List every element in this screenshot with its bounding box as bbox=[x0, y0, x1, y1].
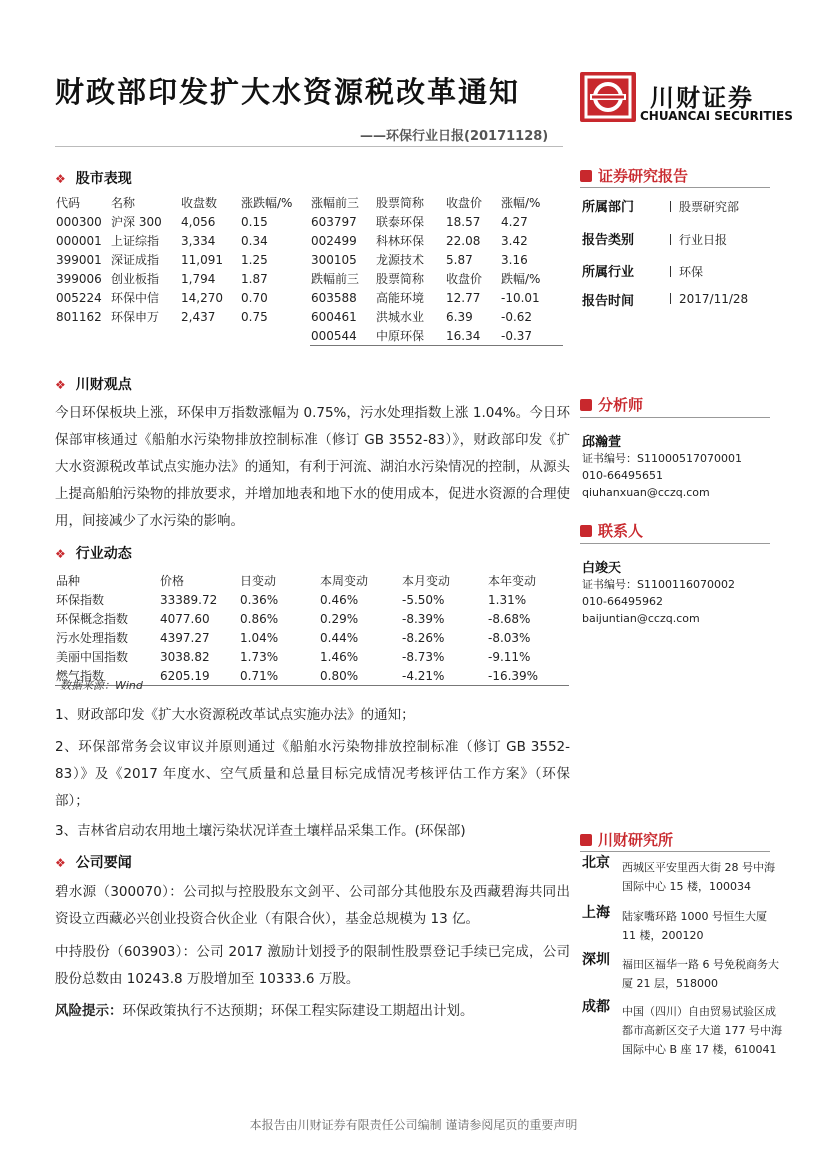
risk-label: 风险提示： bbox=[55, 1003, 123, 1019]
cell: 洪城水业 bbox=[376, 310, 425, 324]
cell: 399006 bbox=[56, 271, 102, 286]
cell: 1.31% bbox=[488, 592, 527, 607]
cell: -16.39% bbox=[488, 668, 539, 683]
cell: 联泰环保 bbox=[376, 215, 425, 229]
cell: 22.08 bbox=[446, 233, 481, 248]
cell: 0.36% bbox=[240, 592, 279, 607]
cell: -4.21% bbox=[402, 668, 445, 683]
cell: -0.37 bbox=[500, 326, 563, 346]
cell: 环保申万 bbox=[111, 310, 160, 324]
col-stock-name: 股票简称 bbox=[376, 196, 425, 210]
table-row bbox=[55, 307, 563, 326]
col-top-gain: 涨幅前三 bbox=[311, 196, 360, 210]
col-month-change: 本月变动 bbox=[402, 574, 451, 588]
cell: 0.46% bbox=[320, 592, 359, 607]
cell: 0.44% bbox=[320, 630, 359, 645]
office-city: 深圳 bbox=[582, 952, 610, 968]
cell: 0.71% bbox=[240, 668, 279, 683]
diamond-icon: ❖ bbox=[55, 172, 66, 186]
cell: 1,794 bbox=[181, 271, 216, 286]
cell: 1.25 bbox=[241, 252, 268, 267]
cell: 14,270 bbox=[181, 290, 223, 305]
footer-disclaimer: 本报告由川财证券有限责任公司编制 谨请参阅尾页的重要声明 bbox=[249, 1118, 578, 1132]
data-source: 数据来源：Wind bbox=[60, 679, 143, 692]
office-city: 北京 bbox=[582, 855, 610, 871]
cell: -10.01 bbox=[501, 290, 540, 305]
cell: 3.42 bbox=[501, 233, 528, 248]
cell: 603588 bbox=[311, 290, 357, 305]
analyst-phone: 010-66495651 bbox=[582, 469, 663, 482]
cell: 6205.19 bbox=[160, 668, 210, 683]
cell: -8.39% bbox=[402, 611, 445, 626]
table-row bbox=[55, 231, 563, 250]
office-address: 福田区福华一路 6 号免税商务大厦 21 层，518000 bbox=[622, 958, 779, 990]
cell: 0.15 bbox=[241, 214, 268, 229]
col-gain-pct: 涨幅/% bbox=[501, 196, 541, 210]
cell: -0.62 bbox=[501, 309, 533, 324]
square-icon bbox=[580, 399, 592, 411]
info-label: 所属部门 bbox=[582, 200, 635, 215]
cell: 1.73% bbox=[240, 649, 279, 664]
cell: 1.46% bbox=[320, 649, 359, 664]
table-row bbox=[55, 647, 569, 666]
diamond-icon: ❖ bbox=[55, 378, 66, 392]
sidebar-divider bbox=[580, 543, 770, 544]
cell: 深证成指 bbox=[111, 253, 160, 267]
cell: 创业板指 bbox=[111, 272, 160, 286]
col-code: 代码 bbox=[56, 196, 81, 210]
cell: 0.70 bbox=[241, 290, 268, 305]
table-row bbox=[55, 590, 569, 609]
cell: 11,091 bbox=[181, 252, 223, 267]
contact-email: baijuntian@cczq.com bbox=[582, 612, 700, 625]
cell: 高能环境 bbox=[376, 291, 425, 305]
office-address: 中国（四川）自由贸易试验区成都市高新区交子大道 177 号中海国际中心 B 座 17 楼，610041 bbox=[622, 1005, 782, 1056]
report-subtitle: ——环保行业日报(20171128) bbox=[360, 129, 549, 144]
institute-title: 川财研究所 bbox=[580, 829, 673, 850]
col-loss-pct: 跌幅/% bbox=[501, 272, 541, 286]
cell: 科林环保 bbox=[376, 234, 425, 248]
cell: 3,334 bbox=[181, 233, 216, 248]
cell: 污水处理指数 bbox=[56, 631, 129, 645]
brand-name: 川财证券 bbox=[650, 84, 754, 112]
office-address: 西城区平安里西大街 28 号中海国际中心 15 楼，100034 bbox=[622, 861, 775, 893]
office-address: 陆家嘴环路 1000 号恒生大厦 11 楼，200120 bbox=[622, 910, 767, 942]
cell: 0.80% bbox=[320, 668, 359, 683]
market-header-row bbox=[55, 193, 563, 212]
analyst-cert: 证书编号：S1100051707000​1 bbox=[582, 452, 742, 465]
analyst-name: 邱瀚萱 bbox=[582, 435, 622, 450]
risk-text: 环保政策执行不达预期；环保工程实际建设工期超出计划。 bbox=[122, 1003, 474, 1019]
cell: 5.87 bbox=[446, 252, 473, 267]
square-icon bbox=[580, 525, 592, 537]
info-label: 报告时间 bbox=[582, 294, 635, 309]
cell: 801162 bbox=[56, 309, 102, 324]
info-label: 报告类别 bbox=[582, 233, 635, 248]
col-close: 收盘数 bbox=[181, 196, 218, 210]
cell: 000300 bbox=[56, 214, 102, 229]
cell: 000544 bbox=[310, 326, 375, 346]
cell: 0.34 bbox=[241, 233, 268, 248]
col-variety: 品种 bbox=[56, 574, 81, 588]
industry-heading: ❖ 行业动态 bbox=[55, 546, 132, 562]
analyst-title: 分析师 bbox=[580, 394, 643, 415]
header-divider bbox=[55, 146, 563, 147]
brand-english: CHUANCAI SECURITIES bbox=[640, 109, 793, 123]
cell: 4077.60 bbox=[160, 611, 210, 626]
cell: 环保概念指数 bbox=[56, 612, 129, 626]
col-day-change: 日变动 bbox=[240, 574, 277, 588]
cell: 上证综指 bbox=[111, 234, 160, 248]
diamond-icon: ❖ bbox=[55, 547, 66, 561]
cell: 3.16 bbox=[501, 252, 528, 267]
cell: 002499 bbox=[311, 233, 357, 248]
cell: -5.50% bbox=[402, 592, 445, 607]
cell: 300105 bbox=[311, 252, 357, 267]
cell: 399001 bbox=[56, 252, 102, 267]
contact-cert: 证书编号：S1100116070002 bbox=[582, 578, 735, 591]
cell: 16.34 bbox=[445, 326, 500, 346]
info-value: 环保 bbox=[670, 263, 703, 280]
cell: -8.68% bbox=[488, 611, 531, 626]
view-heading: ❖ 川财观点 bbox=[55, 377, 132, 393]
table-row bbox=[55, 609, 569, 628]
news-item: 2、环保部常务会议审议并原则通过《船舶水污染物排放控制标准（修订 GB 3552-83）》及《2017 年度水、空气质量和总量目标完成情况考核评估工作方案》（环保部）； bbox=[55, 739, 570, 809]
table-row bbox=[55, 212, 563, 231]
contact-name: 白竣天 bbox=[582, 561, 622, 576]
office-city: 成都 bbox=[582, 999, 610, 1015]
cell: 0.29% bbox=[320, 611, 359, 626]
info-label: 所属行业 bbox=[582, 265, 635, 280]
cell: 000001 bbox=[56, 233, 102, 248]
cell: 0.75 bbox=[241, 309, 268, 324]
square-icon bbox=[580, 170, 592, 182]
col-change: 涨跌幅/% bbox=[241, 196, 293, 210]
industry-table bbox=[55, 571, 569, 686]
cell: -8.73% bbox=[402, 649, 445, 664]
table-row bbox=[55, 269, 563, 288]
table-row bbox=[55, 628, 569, 647]
col-top-loss: 跌幅前三 bbox=[311, 272, 360, 286]
cell: 1.87 bbox=[241, 271, 268, 286]
cell: 600461 bbox=[311, 309, 357, 324]
market-table bbox=[55, 193, 563, 346]
cell: -9.11% bbox=[488, 649, 531, 664]
col-close-price: 收盘价 bbox=[446, 196, 483, 210]
col-price: 价格 bbox=[160, 574, 185, 588]
table-row bbox=[55, 288, 563, 307]
cell: 龙源技术 bbox=[376, 253, 425, 267]
cell: 005224 bbox=[56, 290, 102, 305]
info-value: 股票研究部 bbox=[670, 198, 739, 215]
market-heading: ❖ 股市表现 bbox=[55, 171, 132, 187]
company-item: 碧水源（300070）：公司拟与控股股东文剑平、公司部分其他股东及西藏碧海共同出资设立西藏必兴创业投资合伙企业（有限合伙），基金总规模为 13 亿。 bbox=[55, 884, 570, 927]
contact-phone: 010-66495962 bbox=[582, 595, 663, 608]
contact-title: 联系人 bbox=[580, 520, 643, 541]
col-week-change: 本周变动 bbox=[320, 574, 369, 588]
report-title: 财政部印发扩大水资源税改革通知 bbox=[55, 75, 521, 109]
cell: 0.86% bbox=[240, 611, 279, 626]
cell: -8.26% bbox=[402, 630, 445, 645]
news-item: 1、财政部印发《扩大水资源税改革试点实施办法》的通知； bbox=[55, 707, 415, 723]
cell: 环保中信 bbox=[111, 291, 160, 305]
cell: 33389.72 bbox=[160, 592, 218, 607]
cell: 603797 bbox=[311, 214, 357, 229]
cell: 中原环保 bbox=[375, 326, 445, 346]
table-row bbox=[55, 250, 563, 269]
cell: 美丽中国指数 bbox=[56, 650, 129, 664]
company-heading: ❖ 公司要闻 bbox=[55, 855, 132, 871]
info-value: 行业日报 bbox=[670, 231, 727, 248]
cell: 燃气指数 bbox=[56, 669, 105, 683]
risk-line bbox=[55, 998, 570, 1025]
chuancai-logo-icon bbox=[580, 72, 636, 122]
cell: 1.04% bbox=[240, 630, 279, 645]
col-name: 名称 bbox=[111, 196, 136, 210]
square-icon bbox=[580, 834, 592, 846]
cell: -8.03% bbox=[488, 630, 531, 645]
col-year-change: 本年变动 bbox=[488, 574, 537, 588]
news-item: 3、吉林省启动农用地土壤污染状况详查土壤样品采集工作。(环保部) bbox=[55, 823, 466, 839]
cell: 6.39 bbox=[446, 309, 473, 324]
cell: 12.77 bbox=[446, 290, 481, 305]
company-item: 中持股份（603903）：公司 2017 激励计划授予的限制性股票登记手续已完成，公司股份总数由 10243.8 万股增加至 10333.6 万股。 bbox=[55, 944, 570, 987]
info-value: 2017/11/28 bbox=[670, 292, 748, 306]
cell: 3038.82 bbox=[160, 649, 210, 664]
col-close-price: 收盘价 bbox=[446, 272, 483, 286]
diamond-icon: ❖ bbox=[55, 856, 66, 870]
analyst-email: qiuhanxuan@cczq.com bbox=[582, 486, 710, 499]
office-city: 上海 bbox=[582, 905, 610, 921]
cell: 2,437 bbox=[181, 309, 216, 324]
report-type-title: 证券研究报告 bbox=[580, 165, 688, 186]
industry-header-row bbox=[55, 571, 569, 590]
cell: 4,056 bbox=[181, 214, 216, 229]
sidebar-divider bbox=[580, 187, 770, 188]
sidebar-divider bbox=[580, 417, 770, 418]
view-paragraph: 今日环保板块上涨，环保申万指数涨幅为 0.75%，污水处理指数上涨 1.04%。今日环保部审核通过《船舶水污染物排放控制标准（修订 GB 3552-83）》，财政部印发《扩大水资源税改革试点实施办法》的通知，有利于河流、湖泊水污染情况的控制，从源头上提高船舶污染物的排放要求，并增加地表和地下水的使用成本，促进水资源的合理使用，间接减少了水污染的影响。 bbox=[55, 405, 570, 529]
cell: 4.27 bbox=[501, 214, 528, 229]
col-stock-name: 股票简称 bbox=[376, 272, 425, 286]
cell: 沪深 300 bbox=[111, 215, 162, 229]
cell: 环保指数 bbox=[56, 593, 105, 607]
cell: 4397.27 bbox=[160, 630, 210, 645]
cell: 18.57 bbox=[446, 214, 481, 229]
table-row bbox=[55, 326, 563, 346]
